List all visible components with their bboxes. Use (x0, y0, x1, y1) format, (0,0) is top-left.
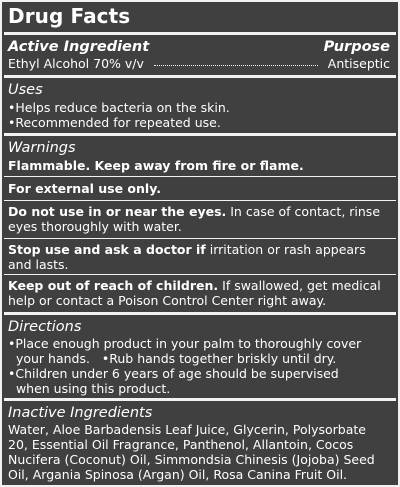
inactive-line-1: Water, Aloe Barbadensis Leaf Juice, Glycerin, Polysorbate (8, 422, 366, 437)
warning-eyes-bold: Do not use in or near the eyes. (8, 204, 227, 219)
purpose-heading: Purpose (323, 39, 390, 55)
dot-leader (154, 65, 318, 66)
warning-flammable: Flammable. Keep away from fire or flame. (8, 158, 304, 173)
uses-item-1: •Helps reduce bacteria on the skin. (8, 100, 230, 115)
warning-children-row (4, 274, 396, 312)
uses-heading: Uses (8, 82, 43, 98)
warning-stop-row (4, 238, 396, 274)
directions-line-3: •Children under 6 years of age should be supervised (8, 366, 339, 381)
warning-eyes-row (4, 200, 396, 237)
purpose-value: Antiseptic (327, 56, 390, 71)
warning-children-text: If swallowed, get medical (218, 278, 381, 293)
warning-external: For external use only. (8, 181, 161, 196)
warning-external-row (4, 176, 396, 200)
drug-facts-title: Drug Facts (8, 4, 131, 28)
directions-section (4, 312, 396, 398)
warning-stop-line2: and lasts. (8, 257, 69, 272)
warning-eyes-line1 (8, 204, 380, 219)
active-ingredient-value: Ethyl Alcohol 70% v/v (8, 56, 144, 71)
warning-eyes-text: In case of contact, rinse (226, 204, 381, 219)
inactive-ingredients-section (4, 398, 396, 485)
warning-stop-text: irritation or rash appears (205, 242, 366, 257)
active-ingredient-section (4, 32, 396, 77)
warning-children-line1 (8, 278, 381, 293)
uses-section (4, 75, 396, 133)
warning-children-bold: Keep out of reach of children. (8, 278, 219, 293)
warnings-section (4, 133, 396, 173)
inactive-line-2: 20, Essential Oil Fragrance, Panthenol, Allantoin, Cocos (8, 437, 354, 452)
inactive-line-4: Oil, Argania Spinosa (Argan) Oil, Rosa Canina Fruit Oil. (8, 467, 348, 482)
directions-heading: Directions (8, 319, 82, 335)
warnings-heading: Warnings (8, 140, 76, 156)
warning-stop-line1 (8, 242, 366, 257)
warning-eyes-line2: eyes thoroughly with water. (8, 219, 182, 234)
inactive-line-3: Nucifera (Coconut) Oil, Simmondsia Chinesis (Jojoba) Seed (8, 452, 375, 467)
active-ingredient-heading: Active Ingredient (8, 39, 150, 55)
inactive-ingredients-heading: Inactive Ingredients (8, 405, 153, 421)
directions-line-2: your hands. •Rub hands together briskly until dry. (8, 351, 337, 366)
directions-line-1: •Place enough product in your palm to thoroughly cover (8, 336, 362, 351)
uses-item-2: •Recommended for repeated use. (8, 115, 221, 130)
directions-line-4: when using this product. (8, 381, 171, 396)
warning-children-line2: help or contact a Poison Control Center right away. (8, 293, 327, 308)
warning-stop-bold: Stop use and ask a doctor if (8, 242, 206, 257)
